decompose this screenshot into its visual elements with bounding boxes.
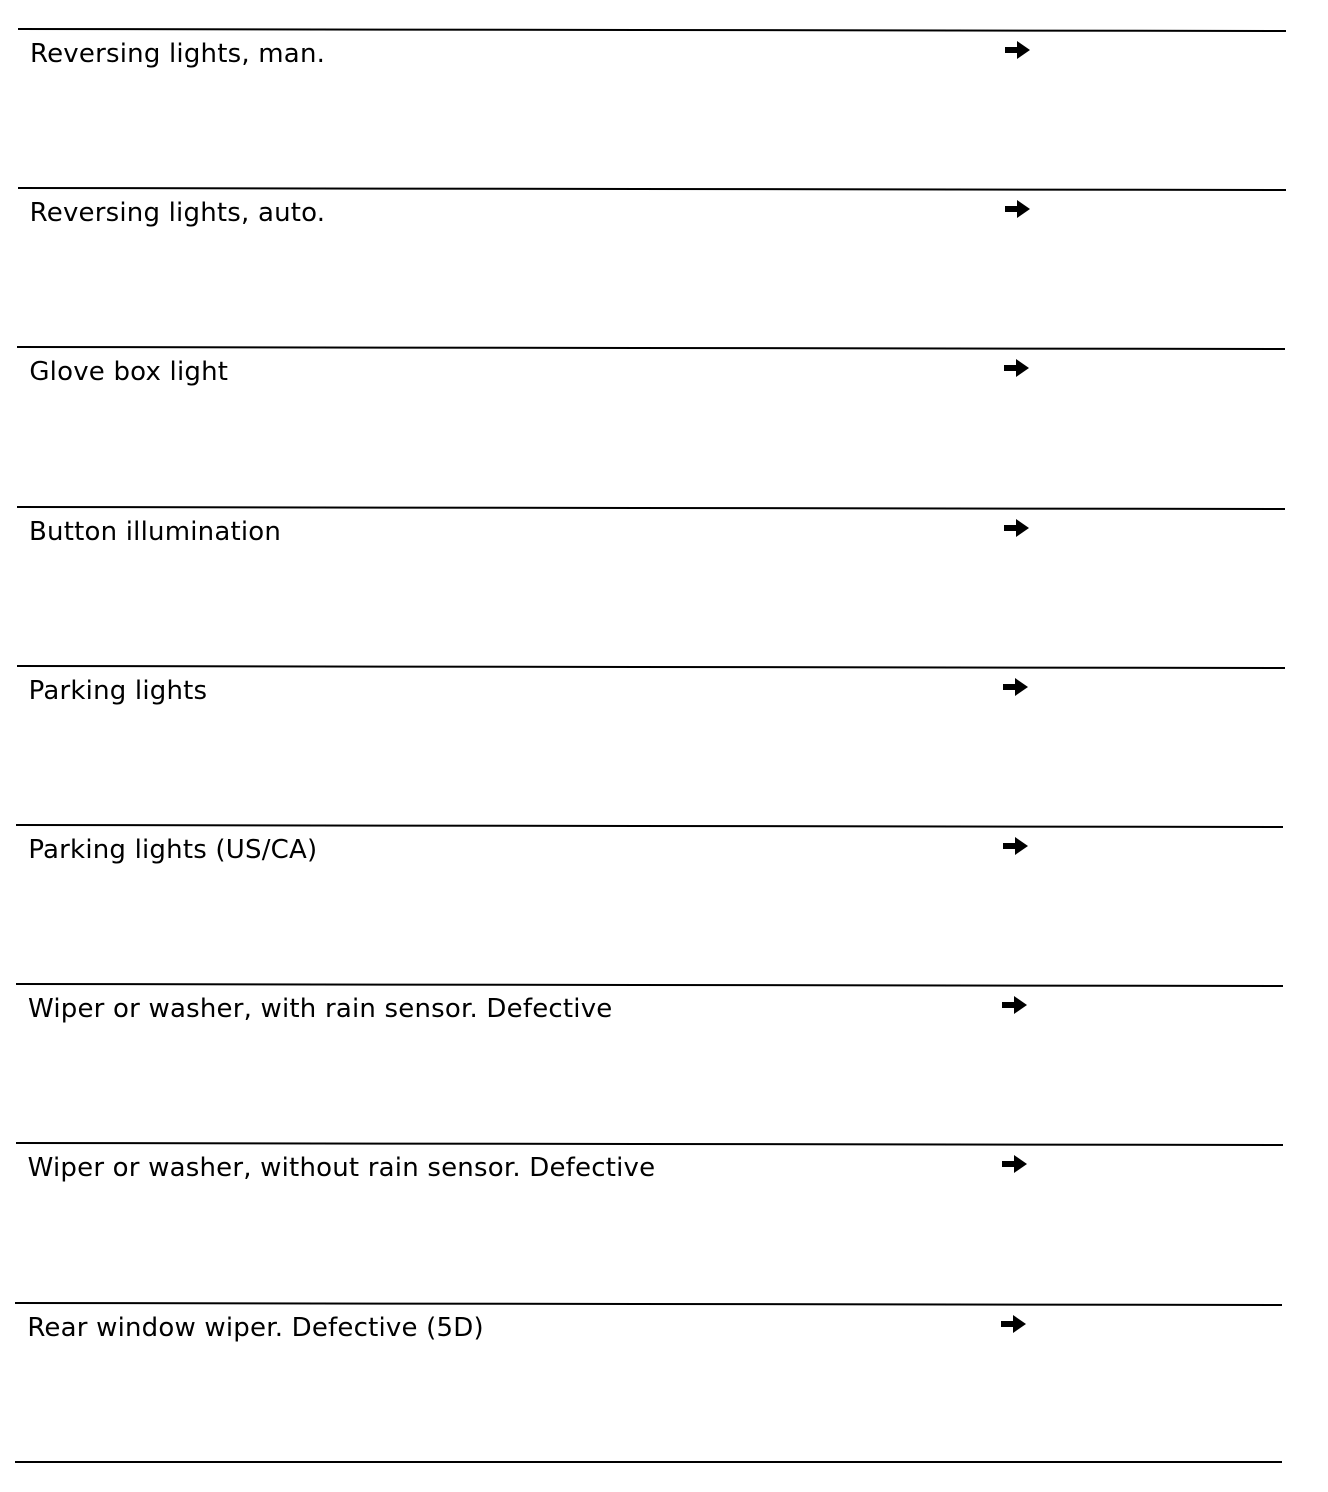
item-label: Wiper or washer, with rain sensor. Defective [28, 994, 613, 1025]
row-divider [16, 983, 1283, 987]
right-arrow-icon[interactable] [1001, 834, 1031, 858]
list-item[interactable] [16, 824, 1283, 983]
row-divider [17, 506, 1285, 510]
list-item[interactable] [17, 346, 1285, 505]
row-divider [16, 1142, 1283, 1146]
row-divider [16, 824, 1283, 828]
row-divider [18, 187, 1286, 191]
item-label: Button illumination [29, 516, 282, 547]
right-arrow-icon[interactable] [1003, 197, 1033, 221]
list-item[interactable] [16, 983, 1283, 1142]
item-label: Rear window wiper. Defective (5D) [27, 1312, 484, 1343]
list-item[interactable] [17, 665, 1285, 824]
right-arrow-icon[interactable] [1000, 1152, 1030, 1176]
list-item[interactable] [18, 187, 1286, 346]
list-item[interactable] [15, 1302, 1282, 1461]
item-label: Wiper or washer, without rain sensor. Defective [27, 1153, 656, 1184]
item-label: Reversing lights, auto. [29, 198, 326, 229]
right-arrow-icon[interactable] [1000, 993, 1030, 1017]
item-label: Parking lights [28, 675, 208, 706]
list-item[interactable] [17, 506, 1285, 665]
row-divider [18, 28, 1286, 32]
right-arrow-icon[interactable] [1003, 38, 1033, 62]
right-arrow-icon[interactable] [1002, 356, 1032, 380]
list-item[interactable] [16, 1142, 1283, 1301]
item-label: Glove box light [29, 357, 229, 388]
row-divider [17, 346, 1285, 350]
bottom-divider [15, 1461, 1282, 1463]
list-item[interactable] [18, 28, 1286, 187]
right-arrow-icon[interactable] [999, 1312, 1029, 1336]
right-arrow-icon[interactable] [1002, 516, 1032, 540]
right-arrow-icon[interactable] [1001, 675, 1031, 699]
row-divider [17, 665, 1285, 669]
item-label: Parking lights (US/CA) [28, 835, 318, 865]
row-divider [15, 1302, 1282, 1306]
item-label: Reversing lights, man. [30, 39, 326, 69]
